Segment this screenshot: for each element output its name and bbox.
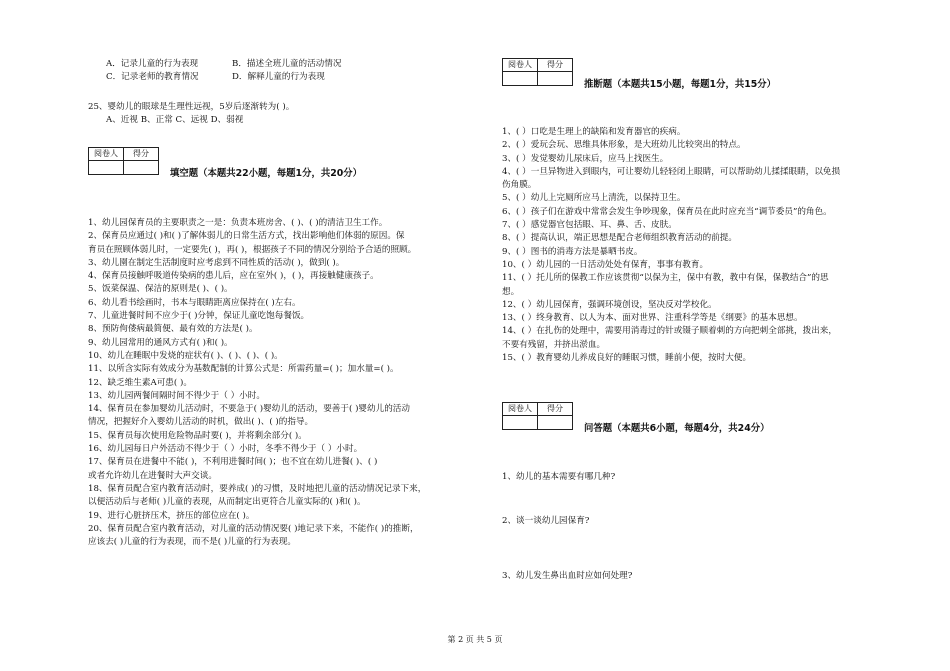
- fill-question-line: 情况，把握好介入婴幼儿活动的时机，做出( )、( )的指导。: [88, 417, 314, 428]
- judge-question-line: 6、( ）孩子们在游戏中常常会发生争吵现象，保育员在此时应充当“调节委员”的角色。: [502, 206, 832, 217]
- judge-question-line: 13、( ）终身教育、以人为本、面对世界、注重科学等是《纲要》的基本思想。: [502, 313, 803, 324]
- judge-question-line: 11、( ）托儿所的保教工作应该贯彻“以保为主，保中有教，教中有保，保教结合”的思: [502, 273, 829, 284]
- judge-question-line: 1、( ）口吃是生理上的缺陷和发育器官的疾病。: [502, 127, 686, 137]
- score-cell: [124, 161, 159, 175]
- score-label: 得分: [538, 403, 573, 416]
- option-row: [88, 71, 488, 84]
- score-cell: [538, 416, 573, 430]
- fill-question-line: 7、儿童进餐时间不应少于( )分钟，保证儿童吃饱每餐饭。: [88, 311, 310, 322]
- option-b: B．描述全班儿童的活动情况: [232, 59, 342, 69]
- score-label: 得分: [538, 59, 573, 72]
- fill-question-line: 2、保育员应通过( )和( )了解体弱儿的日常生活方式，找出影响他们体弱的原因。保: [88, 231, 405, 242]
- score-label: 得分: [124, 148, 159, 161]
- judge-question-line: 想。: [502, 286, 520, 297]
- fill-question-line: 1、幼儿园保育员的主要职责之一是：负责本班房舍、( )、( )的清洁卫生工作。: [88, 218, 388, 228]
- fill-section-title: 填空题（本题共22小题，每题1分，共20分）: [170, 168, 362, 179]
- fill-question-line: 6、幼儿看书绘画时，书本与眼睛距离应保持在( )左右。: [88, 297, 301, 308]
- fill-question-line: 9、幼儿园常用的通风方式有( )和( )。: [88, 337, 233, 348]
- left-column: [88, 58, 488, 85]
- fill-questions: [88, 217, 426, 549]
- fill-question-line: 应该去( )儿童的行为表现，而不是( )儿童的行为表现。: [88, 537, 296, 548]
- judge-question-line: 12、( ）幼儿园保育，强调环境创设，坚决反对学校化。: [502, 299, 717, 310]
- judge-question-line: 伤角膜。: [502, 180, 537, 191]
- judge-question-line: 不要有残留，并挤出淤血。: [502, 339, 606, 350]
- fill-question-line: 17、保育员在进餐中不能( )，不利用进餐时间( )；也不宜在幼儿进餐( )、( ): [88, 457, 378, 468]
- score-cell: [538, 72, 573, 86]
- score-box-fill: [88, 147, 159, 175]
- score-box-judge: [502, 58, 573, 86]
- fill-question-line: 18、保育员配合室内教育活动时，要养成( )的习惯，及时地把儿童的活动情况记录下来，: [88, 483, 427, 494]
- judge-question-line: 14、( ）在扎伤的处理中，需要用消毒过的针或镊子顺着刺的方向把刺全部挑，拨出来，: [502, 326, 837, 337]
- fill-question-line: 3、幼儿園在制定生活制度时应考虑到不同性质的活动( )，做到( )。: [88, 257, 345, 268]
- judge-question-line: 3、( ）发觉婴幼儿尿床后，应马上找医生。: [502, 153, 669, 164]
- option-d: D．解释儿童的行为表现: [232, 72, 325, 83]
- question-25-options: A、近视 B、正常 C、远视 D、弱视: [106, 115, 244, 126]
- grader-cell: [503, 72, 538, 86]
- fill-question-line: 13、幼儿园两餐间隔时间不得少于（ ）小时。: [88, 390, 265, 401]
- fill-question-line: 5、饭菜保温、保洁的原则是( )、( )。: [88, 284, 233, 295]
- question-25: [88, 101, 294, 128]
- grader-label: 阅卷人: [89, 148, 124, 161]
- judge-question-line: 9、( ）图书的消毒方法是暴晒书皮。: [502, 246, 643, 257]
- fill-question-line: 14、保育员在参加婴幼儿活动时，不要急于( )婴幼儿的活动，要善于( )婴幼儿的活动: [88, 404, 410, 415]
- qa-section-title: 问答题（本题共6小题，每题4分，共24分）: [584, 423, 770, 434]
- grader-cell: [89, 161, 124, 175]
- grader-label: 阅卷人: [503, 403, 538, 416]
- judge-question-line: 2、( ）爱玩会玩、思维具体形象，是大班幼儿比较突出的特点。: [502, 140, 746, 151]
- judge-question-line: 15、( ）教育婴幼儿养成良好的睡眠习惯，睡前小便，按时大便。: [502, 353, 752, 364]
- judge-section-title: 推断题（本题共15小题，每题1分，共15分）: [584, 79, 776, 90]
- page-footer: 第 2 页 共 5 页: [447, 635, 503, 644]
- question-25-stem: 25、婴幼儿的眼球是生理性远视，5岁后逐渐转为( )。: [88, 102, 295, 112]
- qa-question-2: 2、谈一谈幼儿园保育?: [502, 516, 590, 526]
- grader-label: 阅卷人: [503, 59, 538, 72]
- fill-question-line: 15、保育员每次使用危险物品时要( )，并将剩余部分( )。: [88, 430, 307, 441]
- fill-question-line: 19、进行心脏挤压术，挤压的部位应在( )。: [88, 510, 255, 521]
- fill-question-line: 以便活动后与老师( )儿童的表现，从而制定出更符合儿童实际的( )和( )。: [88, 497, 366, 508]
- fill-question-line: 4、保育员接触呼吸道传染病的患儿后，应在室外( )，( )，再接触健康孩子。: [88, 271, 379, 282]
- score-box-qa: [502, 402, 573, 430]
- grader-cell: [503, 416, 538, 430]
- fill-question-line: 或者允许幼儿在进餐时大声交谈。: [88, 470, 217, 481]
- fill-question-line: 20、保育员配合室内教育活动，对儿童的活动情况要( )地记录下来，不能作( )的推断，: [88, 523, 419, 534]
- judge-question-line: 4、( ）一旦异物进入到眼内，可让婴幼儿轻轻闭上眼睛，可以帮助幼儿揉揉眼睛，以免损: [502, 166, 841, 177]
- judge-question-line: 10、( ）幼儿园的一日活动处处有保育，事事有教育。: [502, 259, 709, 270]
- judge-question-line: 8、( ）提高认识，端正思想是配合老师组织教育活动的前提。: [502, 233, 737, 244]
- judge-question-line: 5、( ）幼儿上完厕所应马上清洗，以保持卫生。: [502, 193, 686, 204]
- option-c: C．记录老师的教育情况: [106, 72, 199, 83]
- judge-questions: [502, 126, 840, 365]
- fill-question-line: 12、缺乏维生素A可患( )。: [88, 377, 192, 388]
- fill-question-line: 10、幼儿在睡眠中发烧的症状有( )、( )、( )、( )。: [88, 350, 283, 361]
- judge-question-line: 7、( ）感觉器官包括眼、耳、鼻、舌、皮肤。: [502, 220, 677, 231]
- qa-question-1: 1、幼儿的基本需要有哪几种?: [502, 472, 616, 482]
- qa-question-3: 3、幼儿发生鼻出血时应如何处理?: [502, 571, 633, 581]
- fill-question-line: 16、幼儿园每日户外活动不得少于（ ）小时，冬季不得少于（ ）小时。: [88, 444, 363, 455]
- fill-question-line: 8、预防佝偻病最简便、最有效的方法是( )。: [88, 324, 258, 335]
- option-row: [88, 58, 488, 71]
- fill-question-line: 11、以所含实际有效成分为基数配制的计算公式是：所需药量=( )；加水量=( )。: [88, 364, 399, 375]
- fill-question-line: 育员在照顾体弱儿时，一定要先( )，再( )，根据孩子不同的情况分别给予合适的照顾。: [88, 244, 417, 255]
- option-a: A．记录儿童的行为表现: [106, 59, 199, 69]
